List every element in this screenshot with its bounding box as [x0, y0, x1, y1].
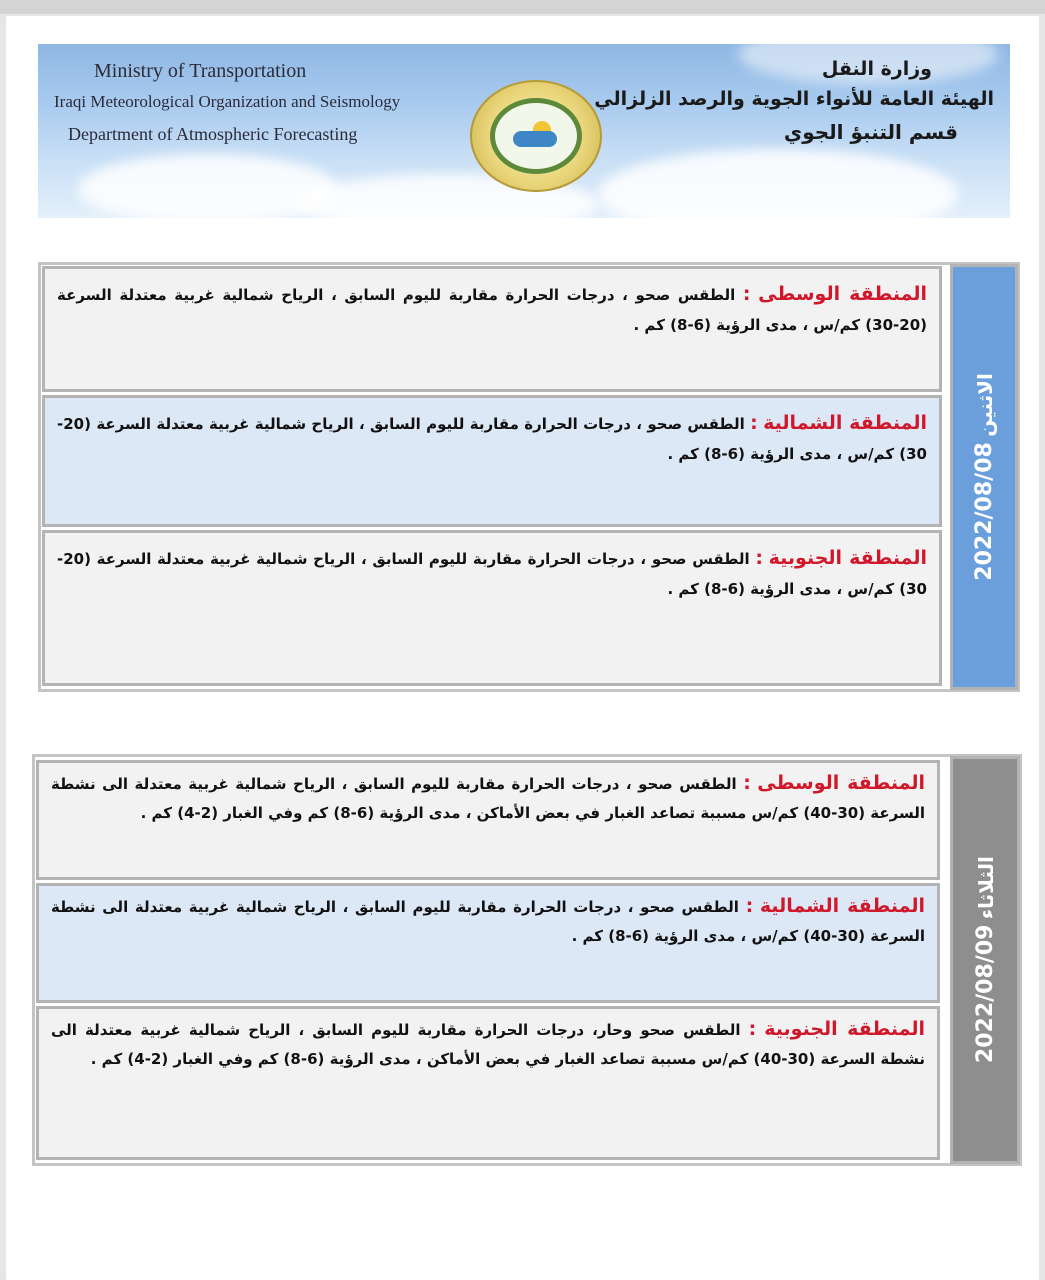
region-name: المنطقة الشمالية — [763, 412, 927, 434]
top-bar — [0, 0, 1045, 14]
region-name: المنطقة الجنوبية — [764, 1018, 925, 1040]
date-label — [973, 856, 998, 1063]
cloud-shape — [598, 149, 958, 218]
region-south-day2 — [36, 1006, 940, 1160]
cloud-icon — [513, 131, 557, 147]
region-forecast-text: الطقس صحو ، درجات الحرارة مقاربة لليوم السابق ، الرياح شمالية غربية معتدلة السرعة (20-30) كم/س ، مدى الرؤية (6-8) كم . — [57, 550, 927, 598]
region-forecast-text: الطقس صحو ، درجات الحرارة مقاربة لليوم السابق ، الرياح شمالية غربية معتدلة الى نشطة السرعة (30-40) كم/س ، مدى الرؤية (6-8) كم . — [51, 898, 925, 945]
region-forecast-text: الطقس صحو ، درجات الحرارة مقاربة لليوم السابق ، الرياح شمالية غربية معتدلة السرعة (20-30) كم/س ، مدى الرؤية (6-8) كم . — [57, 415, 927, 463]
organization-name-en: Iraqi Meteorological Organization and Seismology — [54, 92, 401, 111]
region-name: المنطقة الوسطى — [758, 283, 927, 305]
region-south-day1 — [42, 530, 942, 686]
region-separator: : — [755, 547, 763, 569]
ministry-name-ar: وزارة النقل — [821, 58, 932, 80]
region-separator: : — [748, 1018, 757, 1040]
department-name-en: Department of Atmospheric Forecasting — [68, 124, 358, 144]
date-tab-day2 — [950, 756, 1020, 1164]
ministry-name-en: Ministry of Transportation — [94, 60, 307, 82]
region-separator: : — [743, 772, 751, 794]
region-name: المنطقة الوسطى — [757, 772, 926, 794]
department-name-ar: قسم التنبؤ الجوي — [783, 120, 958, 144]
region-separator: : — [742, 283, 751, 305]
region-forecast-text: الطقس صحو ، درجات الحرارة مقاربة لليوم السابق ، الرياح شمالية غربية معتدلة السرعة (20-30) كم/س ، مدى الرؤية (6-8) كم . — [57, 286, 927, 334]
region-forecast-text: الطقس صحو ، درجات الحرارة مقاربة لليوم السابق ، الرياح شمالية غربية معتدلة الى نشطة السرعة (30-40) كم/س مسببة تصاعد الغبار في بعض الأماكن ، مدى الرؤية (6-8) كم وفي الغبار (2-4) كم . — [51, 775, 925, 822]
date-label — [972, 373, 997, 581]
region-north-day2 — [36, 883, 940, 1003]
weekday-label: الثلاثاء — [973, 856, 998, 920]
header-banner — [38, 44, 1010, 218]
weekday-label: الاثنين — [972, 373, 997, 437]
organization-logo-icon — [470, 80, 602, 192]
region-separator: : — [745, 895, 754, 917]
region-separator: : — [750, 412, 758, 434]
region-central-day2 — [36, 760, 940, 880]
region-north-day1 — [42, 395, 942, 527]
region-central-day1 — [42, 266, 942, 392]
organization-name-ar: الهيئة العامة للأنواء الجوية والرصد الزلزالي — [594, 88, 994, 110]
date-tab-day1 — [950, 264, 1018, 690]
date-value: 2022/08/08 — [971, 442, 997, 581]
region-name: المنطقة الجنوبية — [768, 547, 927, 569]
region-forecast-text: الطقس صحو وحار، درجات الحرارة مقاربة لليوم السابق ، الرياح شمالية غربية معتدلة الى نشطة السرعة (30-40) كم/س مسببة تصاعد الغبار في بعض الأماكن ، مدى الرؤية (6-8) كم وفي الغبار (2-4) كم . — [51, 1021, 925, 1068]
date-value: 2022/08/09 — [972, 925, 998, 1064]
logo-ring — [490, 98, 582, 174]
region-name: المنطقة الشمالية — [759, 895, 925, 917]
